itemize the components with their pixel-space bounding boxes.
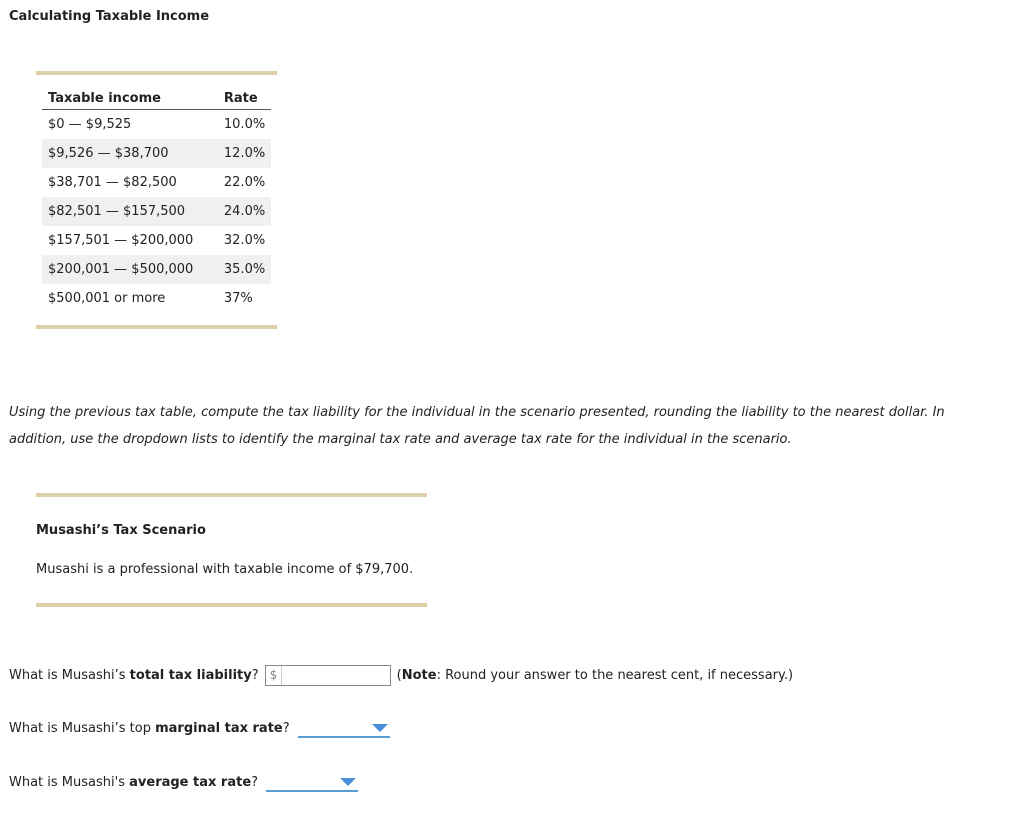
- tax-table: [42, 87, 271, 313]
- caret-down-icon[interactable]: [372, 724, 388, 732]
- header-taxable-income: Taxable income: [42, 87, 209, 110]
- income-cell: $157,501 — $200,000: [48, 233, 194, 248]
- table-row: [42, 284, 271, 313]
- scenario-heading: Musashi’s Tax Scenario: [36, 523, 206, 538]
- income-cell: $500,001 or more: [48, 291, 166, 306]
- currency-symbol: $: [266, 666, 283, 685]
- question-suffix: ?: [251, 668, 259, 683]
- income-cell: $38,701 — $82,500: [48, 175, 177, 190]
- income-cell: $82,501 — $157,500: [42, 197, 209, 226]
- table-row: [42, 197, 271, 226]
- rate-cell: 22.0%: [223, 175, 266, 190]
- question-average-tax-rate: [9, 772, 358, 792]
- tax-table-panel: [36, 71, 277, 329]
- question-keyword: marginal tax rate: [155, 720, 283, 736]
- rounding-note: (Note: Round your answer to the nearest cent, if necessary.): [396, 668, 794, 683]
- question-suffix: ?: [282, 720, 290, 736]
- table-header-row: [42, 87, 271, 110]
- top-rule: [36, 71, 277, 75]
- scenario-bottom-rule: [36, 603, 427, 607]
- rate-cell: 35.0%: [209, 255, 271, 284]
- question-marginal-tax-rate: [9, 718, 390, 738]
- scenario-description: Musashi is a professional with taxable income of $79,700.: [36, 562, 414, 577]
- table-row: [42, 226, 271, 255]
- question-suffix: ?: [251, 774, 259, 790]
- question-prefix: What is Musashi’s top: [9, 720, 151, 736]
- rate-cell: 12.0%: [209, 139, 271, 168]
- table-row: [42, 168, 271, 197]
- question-prefix: What is Musashi's: [9, 774, 125, 790]
- header-rate: Rate: [209, 87, 271, 110]
- rate-cell: 24.0%: [209, 197, 271, 226]
- question-prefix: What is Musashi’s: [9, 668, 126, 683]
- average-rate-dropdown[interactable]: [266, 772, 358, 792]
- question-total-tax-liability: [9, 665, 793, 686]
- income-cell: $0 — $9,525: [48, 117, 132, 132]
- tax-liability-input[interactable]: [282, 666, 376, 685]
- instructions-text: Using the previous tax table, compute the tax liability for the individual in the scenario presented, rounding the liability to the nearest dollar. In addition, use the dropdown lists to identify the marginal tax rate and average tax rate for the individual in the scenario.: [9, 405, 945, 447]
- rate-cell: 37%: [223, 291, 253, 306]
- table-row: [42, 139, 271, 168]
- table-row: [42, 255, 271, 284]
- scenario-top-rule: [36, 493, 427, 497]
- bottom-rule: [36, 325, 277, 329]
- scenario-panel: [36, 493, 427, 607]
- income-cell: $200,001 — $500,000: [42, 255, 209, 284]
- rate-cell: 32.0%: [223, 233, 266, 248]
- income-cell: $9,526 — $38,700: [42, 139, 209, 168]
- rate-cell: 10.0%: [223, 117, 266, 132]
- caret-down-icon[interactable]: [340, 778, 356, 786]
- marginal-rate-dropdown[interactable]: [298, 718, 390, 738]
- tax-liability-input-box[interactable]: [265, 665, 391, 686]
- table-row: [42, 110, 271, 140]
- question-keyword: total tax liability: [129, 668, 252, 683]
- question-keyword: average tax rate: [129, 774, 252, 790]
- page-title: Calculating Taxable Income: [9, 9, 210, 24]
